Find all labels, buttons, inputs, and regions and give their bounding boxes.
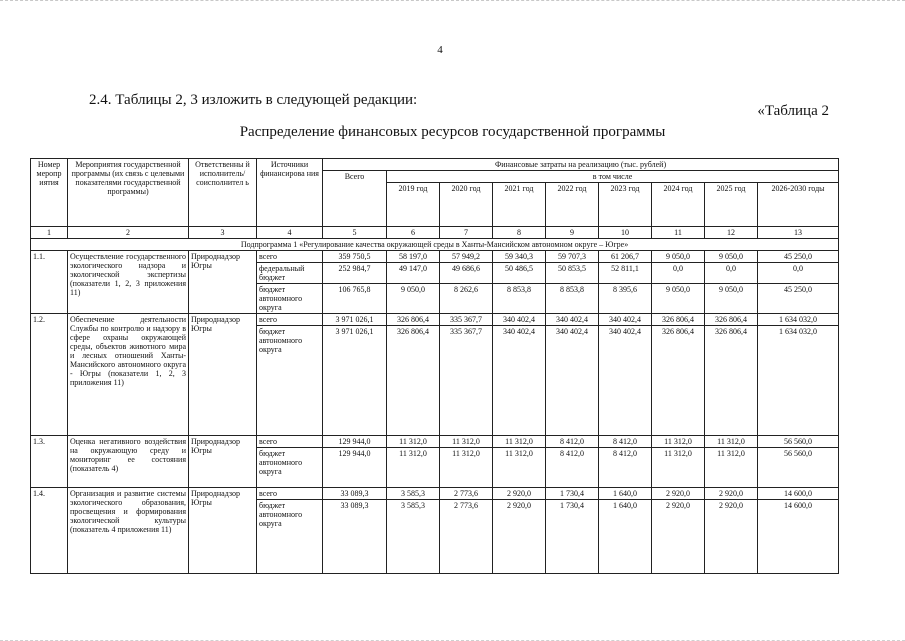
value-cell: 14 600,0 — [758, 488, 839, 500]
value-cell: 2 773,6 — [440, 488, 493, 500]
column-number: 13 — [758, 227, 839, 239]
responsible-executor: Природнадзор Югры — [189, 251, 257, 314]
header-year: 2022 год — [546, 183, 599, 227]
header-year: 2023 год — [599, 183, 652, 227]
value-cell: 326 806,4 — [387, 314, 440, 326]
value-cell: 45 250,0 — [758, 284, 839, 314]
value-cell: 2 920,0 — [652, 488, 705, 500]
value-cell: 61 206,7 — [599, 251, 652, 263]
funding-source: федеральный бюджет — [257, 263, 323, 284]
measure-name: Оценка негативного воздействия на окружающую среду и мониторинг ее состояния (показатель 4) — [68, 436, 189, 488]
funding-source: всего — [257, 436, 323, 448]
value-cell: 340 402,4 — [493, 326, 546, 436]
value-cell: 2 920,0 — [705, 488, 758, 500]
value-cell: 326 806,4 — [705, 314, 758, 326]
value-cell: 326 806,4 — [387, 326, 440, 436]
value-cell: 326 806,4 — [705, 326, 758, 436]
value-cell: 58 197,0 — [387, 251, 440, 263]
intro-text: 2.4. Таблицы 2, 3 изложить в следующей редакции: — [89, 92, 418, 108]
value-cell: 49 147,0 — [387, 263, 440, 284]
value-cell: 340 402,4 — [546, 314, 599, 326]
value-cell: 9 050,0 — [652, 251, 705, 263]
measure-number: 1.2. — [31, 314, 68, 436]
value-cell: 9 050,0 — [652, 284, 705, 314]
value-cell: 49 686,6 — [440, 263, 493, 284]
value-cell: 8 262,6 — [440, 284, 493, 314]
table-row — [31, 488, 839, 500]
measure-name: Осуществление государственного экологического надзора и экологической экспертизы (показатели 1, 2, 3 приложения 11) — [68, 251, 189, 314]
funding-source: всего — [257, 488, 323, 500]
value-cell: 33 089,3 — [323, 488, 387, 500]
responsible-executor: Природнадзор Югры — [189, 436, 257, 488]
value-cell: 9 050,0 — [387, 284, 440, 314]
value-cell: 11 312,0 — [493, 448, 546, 488]
value-cell: 129 944,0 — [323, 448, 387, 488]
value-cell: 8 412,0 — [599, 448, 652, 488]
value-cell: 2 920,0 — [493, 488, 546, 500]
value-cell: 335 367,7 — [440, 314, 493, 326]
header-total: Всего — [323, 171, 387, 227]
value-cell: 11 312,0 — [493, 436, 546, 448]
column-number: 3 — [189, 227, 257, 239]
value-cell: 52 811,1 — [599, 263, 652, 284]
column-number: 6 — [387, 227, 440, 239]
scan-edge-top — [0, 0, 905, 13]
funding-source: бюджет автономного округа — [257, 500, 323, 574]
value-cell: 11 312,0 — [387, 448, 440, 488]
responsible-executor: Природнадзор Югры — [189, 314, 257, 436]
header-year: 2026-2030 годы — [758, 183, 839, 227]
value-cell: 2 920,0 — [652, 500, 705, 574]
value-cell: 0,0 — [652, 263, 705, 284]
funding-source: бюджет автономного округа — [257, 326, 323, 436]
value-cell: 1 640,0 — [599, 488, 652, 500]
column-numbers-row — [31, 227, 839, 239]
value-cell: 8 853,8 — [493, 284, 546, 314]
value-cell: 3 585,3 — [387, 500, 440, 574]
column-number: 12 — [705, 227, 758, 239]
value-cell: 8 412,0 — [599, 436, 652, 448]
value-cell: 11 312,0 — [705, 448, 758, 488]
header-year: 2024 год — [652, 183, 705, 227]
value-cell: 59 707,3 — [546, 251, 599, 263]
value-cell: 11 312,0 — [440, 448, 493, 488]
value-cell: 11 312,0 — [652, 448, 705, 488]
value-cell: 2 773,6 — [440, 500, 493, 574]
value-cell: 9 050,0 — [705, 251, 758, 263]
scan-edge-bottom — [0, 626, 905, 641]
column-number: 11 — [652, 227, 705, 239]
value-cell: 3 971 026,1 — [323, 326, 387, 436]
value-cell: 56 560,0 — [758, 448, 839, 488]
header-including: в том числе — [387, 171, 839, 183]
value-cell: 340 402,4 — [493, 314, 546, 326]
value-cell: 59 340,3 — [493, 251, 546, 263]
responsible-executor: Природнадзор Югры — [189, 488, 257, 574]
value-cell: 2 920,0 — [493, 500, 546, 574]
value-cell: 1 730,4 — [546, 500, 599, 574]
funding-source: бюджет автономного округа — [257, 448, 323, 488]
value-cell: 3 971 026,1 — [323, 314, 387, 326]
value-cell: 8 395,6 — [599, 284, 652, 314]
value-cell: 340 402,4 — [599, 314, 652, 326]
header-year: 2020 год — [440, 183, 493, 227]
table-row — [31, 314, 839, 326]
value-cell: 340 402,4 — [546, 326, 599, 436]
value-cell: 1 640,0 — [599, 500, 652, 574]
value-cell: 50 853,5 — [546, 263, 599, 284]
table-label: «Таблица 2 — [757, 103, 829, 119]
financial-table — [30, 158, 839, 574]
header-year: 2025 год — [705, 183, 758, 227]
value-cell: 8 412,0 — [546, 436, 599, 448]
value-cell: 1 634 032,0 — [758, 314, 839, 326]
value-cell: 3 585,3 — [387, 488, 440, 500]
column-number: 1 — [31, 227, 68, 239]
value-cell: 326 806,4 — [652, 326, 705, 436]
value-cell: 11 312,0 — [705, 436, 758, 448]
header-responsible: Ответственны й исполнитель/ соисполнител ь — [189, 159, 257, 227]
measure-number: 1.3. — [31, 436, 68, 488]
header-sources: Источники финансирова ния — [257, 159, 323, 227]
funding-source: всего — [257, 251, 323, 263]
subprogram-title: Подпрограмма 1 «Регулирование качества окружающей среды в Ханты-Мансийском автономном округе – Югре» — [31, 239, 839, 251]
column-number: 2 — [68, 227, 189, 239]
column-number: 5 — [323, 227, 387, 239]
measure-name: Организация и развитие системы экологического образования, просвещения и формирования экологической культуры (показатель 4 приложения 11) — [68, 488, 189, 574]
value-cell: 0,0 — [758, 263, 839, 284]
value-cell: 8 853,8 — [546, 284, 599, 314]
document-title: Распределение финансовых ресурсов государственной программы — [239, 124, 666, 140]
header-row-1 — [31, 159, 839, 171]
value-cell: 57 949,2 — [440, 251, 493, 263]
value-cell: 0,0 — [705, 263, 758, 284]
value-cell: 1 730,4 — [546, 488, 599, 500]
value-cell: 8 412,0 — [546, 448, 599, 488]
column-number: 4 — [257, 227, 323, 239]
value-cell: 9 050,0 — [705, 284, 758, 314]
value-cell: 340 402,4 — [599, 326, 652, 436]
header-measure: Мероприятия государственной программы (их связь с целевыми показателями государственной программы) — [68, 159, 189, 227]
table-row — [31, 436, 839, 448]
column-number: 7 — [440, 227, 493, 239]
header-costs: Финансовые затраты на реализацию (тыс. рублей) — [323, 159, 839, 171]
header-year: 2019 год — [387, 183, 440, 227]
value-cell: 1 634 032,0 — [758, 326, 839, 436]
column-number: 10 — [599, 227, 652, 239]
header-year: 2021 год — [493, 183, 546, 227]
value-cell: 11 312,0 — [440, 436, 493, 448]
subprogram-row — [31, 239, 839, 251]
value-cell: 326 806,4 — [652, 314, 705, 326]
value-cell: 33 089,3 — [323, 500, 387, 574]
value-cell: 45 250,0 — [758, 251, 839, 263]
value-cell: 11 312,0 — [387, 436, 440, 448]
value-cell: 129 944,0 — [323, 436, 387, 448]
funding-source: всего — [257, 314, 323, 326]
value-cell: 252 984,7 — [323, 263, 387, 284]
column-number: 8 — [493, 227, 546, 239]
measure-name: Обеспечение деятельности Службы по контролю и надзору в сфере охраны окружающей среды, объектов животного мира и лесных отношений Ханты-Мансийского автономного округа - Югры (показатели 1, 2, 3 приложения 11) — [68, 314, 189, 436]
measure-number: 1.1. — [31, 251, 68, 314]
value-cell: 50 486,5 — [493, 263, 546, 284]
value-cell: 335 367,7 — [440, 326, 493, 436]
table-row — [31, 251, 839, 263]
header-num: Номер меропр иятия — [31, 159, 68, 227]
value-cell: 14 600,0 — [758, 500, 839, 574]
value-cell: 11 312,0 — [652, 436, 705, 448]
value-cell: 359 750,5 — [323, 251, 387, 263]
value-cell: 2 920,0 — [705, 500, 758, 574]
measure-number: 1.4. — [31, 488, 68, 574]
value-cell: 106 765,8 — [323, 284, 387, 314]
page-number: 4 — [437, 44, 443, 56]
column-number: 9 — [546, 227, 599, 239]
value-cell: 56 560,0 — [758, 436, 839, 448]
funding-source: бюджет автономного округа — [257, 284, 323, 314]
